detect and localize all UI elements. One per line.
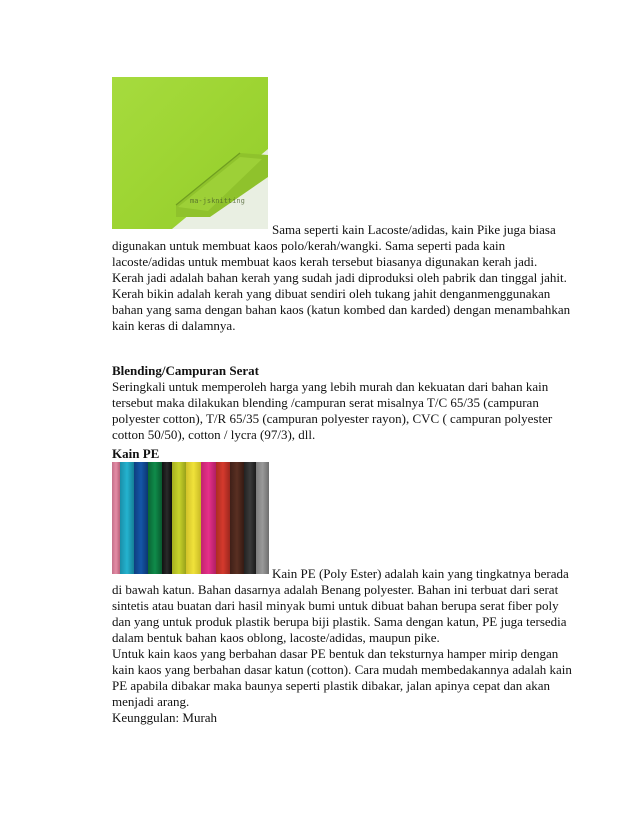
- roll-green: [148, 462, 162, 574]
- section3-line-10: Keunggulan: Murah: [112, 710, 218, 725]
- section1-line-5: Kerah bikin adalah kerah yang dibuat sendiri oleh tukang jahit denganmenggunakan: [112, 286, 551, 301]
- roll-yellow: [186, 462, 201, 574]
- section3-line-9: menjadi arang.: [112, 694, 190, 709]
- blending-heading: Blending/Campuran Serat: [112, 363, 259, 378]
- roll-pink: [112, 462, 120, 574]
- roll-cyan: [120, 462, 134, 574]
- roll-grey: [256, 462, 269, 574]
- section1-line-1: Sama seperti kain Lacoste/adidas, kain Pike juga biasa: [272, 222, 556, 237]
- roll-lime: [172, 462, 186, 574]
- section1-line-3: lacoste/adidas untuk membuat kaos kerah tersebut biasanya digunakan kerah jadi.: [112, 254, 538, 269]
- pique-fabric-image: [112, 77, 268, 229]
- roll-black: [162, 462, 172, 574]
- roll-magenta: [201, 462, 216, 574]
- roll-blue: [134, 462, 148, 574]
- roll-red: [216, 462, 230, 574]
- roll-brown: [230, 462, 244, 574]
- section1-line-2: digunakan untuk membuat kaos polo/kerah/wangki. Sama seperti pada kain: [112, 238, 506, 253]
- roll-dark: [244, 462, 256, 574]
- section1-line-4: Kerah jadi adalah bahan kerah yang sudah jadi diproduksi oleh pabrik dan tinggal jahit.: [112, 270, 567, 285]
- fabric-fold-corner: [112, 77, 268, 229]
- section2-line-1: Seringkali untuk memperoleh harga yang lebih murah dan kekuatan dari bahan kain: [112, 379, 549, 394]
- section3-line-6: Untuk kain kaos yang berbahan dasar PE bentuk dan teksturnya hamper mirip dengan: [112, 646, 559, 661]
- section1-line-6: bahan yang sama dengan bahan kaos (katun kombed dan karded) dengan menambahkan: [112, 302, 571, 317]
- section3-line-2: di bawah katun. Bahan dasarnya adalah Benang polyester. Bahan ini terbuat dari serat: [112, 582, 559, 597]
- section3-line-7: kain kaos yang berbahan dasar katun (cotton). Cara mudah membedakannya adalah kain: [112, 662, 572, 677]
- section3-line-4: dan yang untuk produk plastik berupa biji plastik. Sama dengan katun, PE juga tersedia: [112, 614, 567, 629]
- kain-pe-heading: Kain PE: [112, 446, 160, 461]
- section2-line-4: cotton 50/50), cotton / lycra (97/3), dll.: [112, 427, 316, 442]
- image-watermark: ma-jsknitting: [190, 197, 245, 205]
- section3-line-1: Kain PE (Poly Ester) adalah kain yang tingkatnya berada: [272, 566, 569, 581]
- pe-fabric-rolls-image: [112, 462, 269, 574]
- section2-line-2: tersebut maka dilakukan blending /campuran serat misalnya T/C 65/35 (campuran: [112, 395, 539, 410]
- section1-line-7: kain keras di dalamnya.: [112, 318, 236, 333]
- section3-line-5: dalam bentuk bahan kaos oblong, lacoste/adidas, maupun pike.: [112, 630, 440, 645]
- section3-line-3: sintetis atau buatan dari hasil minyak bumi untuk dibuat bahan berupa serat fiber poly: [112, 598, 559, 613]
- section2-line-3: polyester cotton), T/R 65/35 (campuran polyester rayon), CVC ( campuran polyester: [112, 411, 553, 426]
- section3-line-8: PE apabila dibakar maka baunya seperti plastik dibakar, jalan apinya cepat dan akan: [112, 678, 551, 693]
